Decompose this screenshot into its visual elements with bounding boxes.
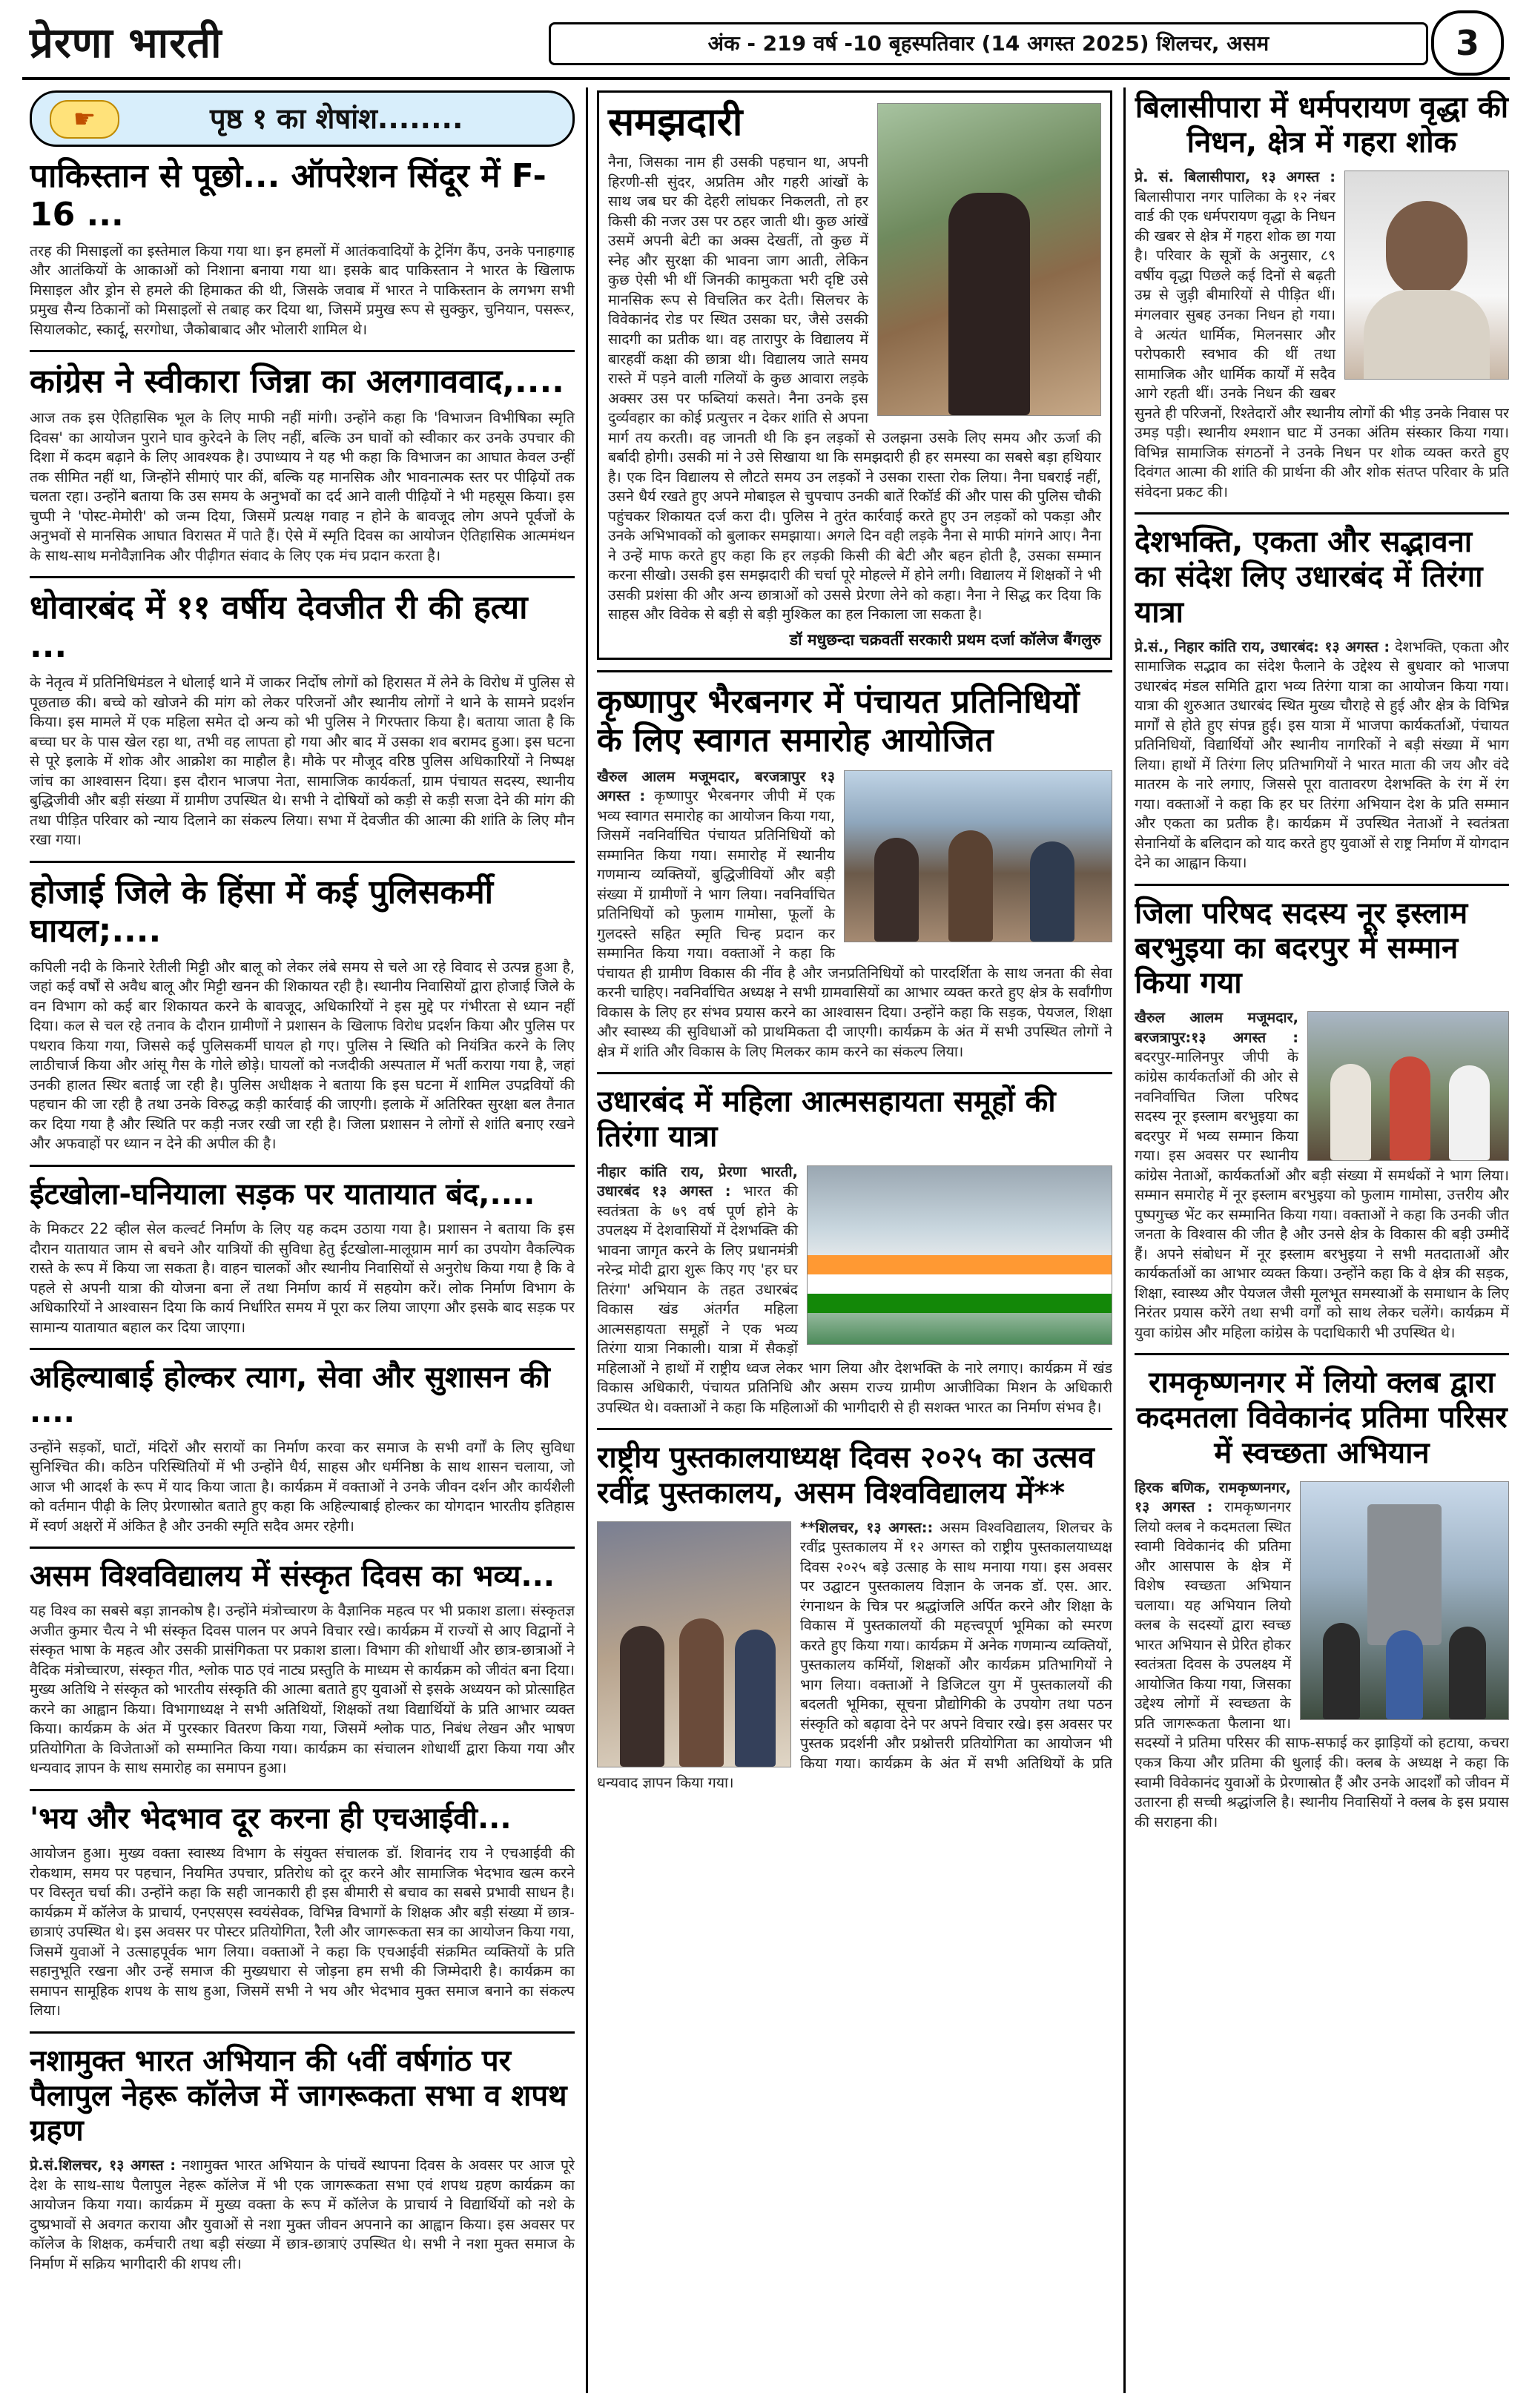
article-badarpur [1135, 896, 1509, 1343]
article-headline: असम विश्वविद्यालय में संस्कृत दिवस का भव्य... [30, 1559, 555, 1594]
article-text: कृष्णापुर भैरबनगर जीपी में एक भव्य स्वागत समारोह का आयोजन किया गया, जिसमें नवनिर्वाचित पंचायत प्रतिनिधियों को सम्मानित किया गया। समारोह में स्थानीय गणमान्य व्यक्तियों, बुद्धिजीवियों और बड़ी संख्या में ग्रामीणों ने भाग लिया। नवनिर्वाचित प्रतिनिधियों को फुलाम गामोसा, फूलों के गुलदस्ते सहित स्मृति चिन्ह प्रदान कर सम्मानित किया गया। वक्ताओं ने कहा कि पंचायत ही ग्रामीण विकास की नींव है और जनप्रतिनिधियों को पारदर्शिता के साथ जनता की सेवा करनी चाहिए। नवनिर्वाचित अध्यक्ष ने सभी ग्रामवासियों का आभार व्यक्त करते हुए क्षेत्र के सर्वांगीण विकास के लिए हर संभव प्रयास करने का आश्वासन दिया। उन्होंने कहा कि सड़क, पेयजल, शिक्षा और स्वास्थ्य की सुविधाओं को प्राथमिकता दी जाएगी। कार्यक्रम के अंत में सभी उपस्थित लोगों ने क्षेत्र में शांति और विकास के लिए मिलकर काम करने का संकल्प लिया। [597, 787, 1112, 1060]
divider [597, 670, 1112, 672]
article-udharband-tiranga [1135, 525, 1509, 873]
dateline: प्रे.सं.शिलचर, १३ अगस्त : [30, 2157, 176, 2174]
dateline: हिरक बणिक, रामकृष्णनगर, १३ अगस्त : [1135, 1478, 1291, 1516]
article-text: नशामुक्त भारत अभियान के पांचवें स्थापना दिवस के अवसर पर आज पूरे देश के साथ-साथ पैलापुल नेहरू कॉलेज में भी एक जागरूकता सभा एवं शपथ ग्रहण कार्यक्रम का आयोजन किया गया। कार्यक्रम में मुख्य वक्ता के रूप में कॉलेज के प्राचार्य ने विद्यार्थियों को नशे के दुष्प्रभावों से अवगत कराया और युवाओं से नशा मुक्त जीवन अपनाने का आह्वान किया। इस अवसर पर कॉलेज के शिक्षक, कर्मचारी तथा बड़ी संख्या में छात्र-छात्राएं उपस्थित थे। सभी ने नशा मुक्त समाज के निर्माण में सक्रिय भागीदारी की शपथ ली। [30, 2157, 575, 2272]
article-congress-jinnah [30, 363, 575, 566]
newspaper-name: प्रेरणा भारती [30, 19, 222, 67]
library-event-photo [597, 1521, 791, 1767]
divider [30, 861, 575, 863]
divider [30, 1789, 575, 1791]
felicitation-photo [1307, 1011, 1509, 1161]
article-text: देशभक्ति, एकता और सामाजिक सद्भाव का संदेश फैलाने के उद्देश्य से बुधवार को भाजपा उधारबंद मंडल समिति द्वारा भव्य तिरंगा यात्रा का आयोजन किया गया। यात्रा की शुरुआत उधारबंद स्थित मुख्य चौराहे से हुई और क्षेत्र के विभिन्न मार्गों से होते हुए संपन्न हुई। इस यात्रा में भाजपा कार्यकर्ताओं, पंचायत प्रतिनिधियों, विद्यार्थियों और स्थानीय नागरिकों ने बड़ी संख्या में भाग लिया। हाथों में तिरंगा लिए प्रतिभागियों ने भारत माता की जय और वंदे मातरम के नारे लगाए, जिससे पूरा वातावरण देशभक्ति के रंग में रंग गया। वक्ताओं ने कहा कि हर घर तिरंगा अभियान देश के प्रति सम्मान और एकता का प्रतीक है। कार्यक्रम में उपस्थित नेताओं ने स्वतंत्रता सेनानियों के बलिदान को याद करते हुए युवाओं से राष्ट्र निर्माण में योगदान देने का आह्वान किया। [1135, 638, 1509, 872]
dateline: खैरुल आलम मजूमदार, बरजत्रापुर:१३ अगस्त : [1135, 1009, 1298, 1046]
article-headline: अहिल्याबाई होल्कर त्याग, सेवा और सुशासन की .... [30, 1360, 550, 1430]
continuation-banner [30, 90, 575, 147]
right-column [1135, 90, 1509, 2396]
continuation-label: पृष्ठ १ का शेषांश........ [210, 102, 463, 135]
article-headline: जिला परिषद सदस्य नूर इस्लाम बरभुइया का बदरपुर में सम्मान किया गया [1135, 896, 1468, 1001]
article-headline: 'भय और भेदभाव दूर करना ही एचआईवी... [30, 1801, 512, 1836]
article-body: तरह की मिसाइलों का इस्तेमाल किया गया था। इन हमलों में आतंकवादियों के ट्रेनिंग कैंप, उनके पनाहगाह और आतंकियों के आकाओं को निशाना बनाया गया था। इसके बाद पाकिस्तान ने भारत के खिलाफ मिसाइल और ड्रोन से हमले की हिमाकत की थी, जिसके जवाब में भारत ने पाकिस्तान के लगभग सभी प्रमुख सैन्य ठिकानों को मिसाइलों से तबाह कर दिया था, जिसमें प्रमुख रूप से सुक्कुर, चुनियान, पसरूर, सियालकोट, स्कार्दू, सरगोधा, जैकोबाबाद और भोलारी शामिल थे। [30, 242, 575, 338]
article-body: के मिकटर 22 व्हील सेल कल्वर्ट निर्माण के लिए यह कदम उठाया गया है। प्रशासन ने बताया कि इस दौरान यातायात जाम से बचने और यात्रियों की सुविधा हेतु ईटखोला-मालूग्राम मार्ग का उपयोग वैकल्पिक रास्ते के रूप में किया जा सकता है। वाहन चालकों और स्थानीय निवासियों से अनुरोध किया गया है कि वे पहले से अपनी यात्रा की योजना बना लें तथा निर्माण कार्य में सहयोग करें। लोक निर्माण विभाग के अधिकारियों ने आश्वासन दिया कि कार्य निर्धारित समय में पूरा कर लिया जाएगा और इसके बाद सड़क पर सामान्य यातायात बहाल कर दिया जाएगा। [30, 1220, 575, 1336]
article-dhowarbond [30, 589, 575, 850]
article-udharband-women [597, 1085, 1112, 1418]
middle-column [597, 90, 1112, 2396]
article-nasha-mukt [30, 2044, 575, 2275]
article-headline: कृष्णापुर भैरबनगर में पंचायत प्रतिनिधियों के लिए स्वागत समारोह आयोजित [597, 682, 1080, 759]
leo-club-cleanup-photo [1300, 1481, 1509, 1720]
page-number: 3 [1431, 10, 1504, 76]
article-headline: ईटखोला-घनियाला सड़क पर यातायात बंद,.... [30, 1177, 535, 1211]
article-text: असम विश्वविद्यालय, शिलचर के रवींद्र पुस्तकालय में १२ अगस्त को राष्ट्रीय पुस्तकालयाध्यक्ष दिवस २०२५ बड़े उत्साह के साथ मनाया गया। इस अवसर पर उद्घाटन पुस्तकालय विज्ञान के जनक डॉ. एस. आर. रंगनाथन के चित्र पर श्रद्धांजलि अर्पित करने और शिक्षा के विकास में पुस्तकालयों की महत्त्वपूर्ण भूमिका को स्मरण करते हुए किया गया। कार्यक्रम में अनेक गणमान्य व्यक्तियों, पुस्तकालय कर्मियों, शिक्षकों और कार्यक्रम प्रतिभागियों ने भाग लिया। वक्ताओं ने डिजिटल युग में पुस्तकालयों की बदलती भूमिका, सूचना प्रौद्योगिकी के उपयोग तथा पठन संस्कृति को बढ़ावा देने पर अपने विचार रखे। इस अवसर पर पुस्तक प्रदर्शनी और प्रश्नोत्तरी प्रतियोगिता का आयोजन भी किया गया। कार्यक्रम के अंत में सभी अतिथियों के प्रति धन्यवाद ज्ञापन किया गया। [597, 1518, 1112, 1792]
left-column [30, 90, 575, 2396]
article-body: आयोजन हुआ। मुख्य वक्ता स्वास्थ्य विभाग के संयुक्त संचालक डॉ. शिवानंद राय ने एचआईवी की रोकथाम, समय पर पहचान, नियमित उपचार, प्रतिरोध को दूर करने और सामाजिक भेदभाव खत्म करने पर विस्तृत चर्चा की। उन्होंने कहा कि सही जानकारी ही इस बीमारी से बचाव का सबसे प्रभावी साधन है। कार्यक्रम में कॉलेज के प्राचार्य, एनएसएस स्वयंसेवक, विभिन्न विभागों के शिक्षक और बड़ी संख्या में छात्र-छात्राएं उपस्थित थे। इस अवसर पर पोस्टर प्रतियोगिता, रैली और जागरूकता सत्र का आयोजन किया गया, जिसमें युवाओं ने उत्साहपूर्वक भाग लिया। वक्ताओं ने कहा कि एचआईवी संक्रमित व्यक्तियों के प्रति सहानुभूति रखना और उन्हें समाज की मुख्यधारा से जोड़ना हम सभी की जिम्मेदारी है। कार्यक्रम का समापन सामूहिक शपथ के साथ हुआ, जिसमें सभी ने भय और भेदभाव मुक्त समाज बनाने का संकल्प लिया। [30, 1845, 575, 2020]
article-body [30, 2156, 575, 2274]
article-body: उन्होंने सड़कों, घाटों, मंदिरों और सरायों का निर्माण करवा कर समाज के सभी वर्गों के लिए सुविधा सुनिश्चित की। कठिन परिस्थितियों में भी उन्होंने धैर्य, साहस और धर्मनिष्ठा के साथ शासन चलाया, जो आज भी आदर्श के रूप में याद किया जाता है। कार्यक्रम में वक्ताओं ने उनके जीवन दर्शन और कार्यशैली को वर्तमान पीढ़ी के लिए प्रेरणास्रोत बताते हुए कहा कि अहिल्याबाई होल्कर का योगदान भारतीय इतिहास में स्वर्ण अक्षरों में अंकित है और उनकी स्मृति सदैव अमर रहेगी। [30, 1438, 575, 1535]
divider [30, 576, 575, 578]
column-divider [586, 87, 588, 2393]
meeting-photo [844, 770, 1112, 942]
masthead-rule [22, 77, 1510, 80]
pointing-hand-icon: ☛ [50, 100, 119, 139]
article-headline: धोवारबंद में ११ वर्षीय देवजीत री की हत्या ... [30, 589, 528, 666]
article-headline: उधारबंद में महिला आत्मसहायता समूहों की तिरंगा यात्रा [597, 1085, 1056, 1154]
elderly-woman-portrait [1344, 171, 1509, 380]
article-ahilyabai [30, 1360, 575, 1536]
article-headline: होजाई जिले के हिंसा में कई पुलिसकर्मी घायल;.... [30, 873, 494, 950]
divider [30, 1547, 575, 1549]
dateline: प्रे. सं. बिलासीपारा, १३ अगस्त : [1135, 168, 1335, 186]
article-text: भारत की स्वतंत्रता के ७९ वर्ष पूर्ण होने के उपलक्ष्य में देशवासियों में देशभक्ति की भावना जागृत करने के लिए प्रधानमंत्री नरेन्द्र मोदी द्वारा शुरू किए गए 'हर घर तिरंगा' अभियान के तहत उधारबंद विकास खंड अंतर्गत महिला आत्मसहायता समूहों ने एक भव्य तिरंगा यात्रा निकाली। यात्रा में सैकड़ों महिलाओं ने हाथों में राष्ट्रीय ध्वज लेकर भाग लिया और देशभक्ति के नारे लगाए। कार्यक्रम में खंड विकास अधिकारी, पंचायत प्रतिनिधि और असम राज्य ग्रामीण आजीविका मिशन के अधिकारी उपस्थित थे। वक्ताओं ने कहा कि महिलाओं की भागीदारी से ही सशक्त भारत का निर्माण संभव है। [597, 1182, 1112, 1416]
article-text: बिलासीपारा नगर पालिका के १२ नंबर वार्ड की एक धर्मपरायण वृद्धा के निधन की खबर से क्षेत्र में गहरा शोक छा गया है। परिवार के सूत्रों के अनुसार, ८९ वर्षीय वृद्धा पिछले कई दिनों से बढ़ती उम्र से जुड़ी बीमारियों से पीड़ित थीं। मंगलवार सुबह उनका निधन हो गया। वे अत्यंत धार्मिक, मिलनसार और परोपकारी स्वभाव की थीं तथा सामाजिक और धार्मिक कार्यों में सदैव आगे रहती थीं। उनके निधन की खबर सुनते ही परिजनों, रिश्तेदारों और स्थानीय लोगों की भीड़ उनके निवास पर उमड़ पड़ी। स्थानीय श्मशान घाट में उनका अंतिम संस्कार किया गया। विभिन्न सामाजिक संगठनों ने उनके निधन पर शोक व्यक्त करते हुए दिवंगत आत्मा की शांति की प्रार्थना की और शोक संतप्त परिवार के प्रति संवेदना प्रकट की। [1135, 188, 1509, 500]
dateline: खैरुल आलम मजूमदार, बरजत्रापुर १३ अगस्त : [597, 767, 835, 805]
article-body: यह विश्व का सबसे बड़ा ज्ञानकोष है। उन्होंने मंत्रोच्चारण के वैज्ञानिक महत्व पर भी प्रकाश डाला। संस्कृतज्ञ अजीत कुमार चैत्य ने भी संस्कृत दिवस पालन पर अपने विचार रखे। कार्यक्रम में राज्यों से आए विद्वानों ने संस्कृत भाषा के महत्व और उसकी प्रासंगिकता पर प्रकाश डाला। विभाग की शोधार्थी और छात्र-छात्राओं ने वैदिक मंत्रोच्चारण, संस्कृत गीत, श्लोक पाठ एवं नाट्य प्रस्तुति के माध्यम से कार्यक्रम को जीवंत बना दिया। मुख्य अतिथि ने संस्कृत को भारतीय संस्कृति की आत्मा बताते हुए युवाओं से इसके अध्ययन को प्रोत्साहित करने का आह्वान किया। विभागाध्यक्ष ने सभी अतिथियों, शिक्षकों तथा विद्यार्थियों के प्रति आभार व्यक्त किया। कार्यक्रम के अंत में पुरस्कार वितरण किया गया, जिसमें श्लोक पाठ, निबंध लेखन और भाषण प्रतियोगिता के विजेताओं को सम्मानित किया गया। कार्यक्रम का संचालन शोधार्थी द्वारा किया गया और धन्यवाद ज्ञापन के साथ समारोह का समापन हुआ। [30, 1602, 575, 1777]
article-leo-club [1135, 1366, 1509, 1832]
divider [30, 1348, 575, 1350]
dateline: प्रे.सं., निहार कांति राय, उधारबंद: १३ अगस्त : [1135, 638, 1390, 655]
issue-line: अंक - 219 वर्ष -10 बृहस्पतिवार (14 अगस्त 2025) शिलचर, असम [549, 22, 1428, 65]
article-sanskrit-day [30, 1559, 575, 1779]
article-hojai [30, 873, 575, 1154]
story-title: समझदारी [608, 100, 743, 145]
article-body: के नेतृत्व में प्रतिनिधिमंडल ने धोलाई थाने में जाकर निर्दोष लोगों को हिरासत में लेने के विरोध में पुलिस से पूछताछ की। बच्चे को खोजने की मांग को लेकर परिजनों और स्थानीय लोगों ने थाने के सामने प्रदर्शन किया। इस मामले में एक महिला समेत दो अन्य को भी पुलिस ने गिरफ्तार किया है। बताया जाता है कि बच्चा घर के पास खेल रहा था, तभी वह लापता हो गया और बाद में उसका शव बरामद हुआ। इस घटना से पूरे इलाके में शोक और आक्रोश का माहौल है। मौके पर मौजूद वरिष्ठ पुलिस अधिकारियों ने निष्पक्ष जांच का आश्वासन दिया। इस दौरान भाजपा नेता, सामाजिक कार्यकर्ता, ग्राम पंचायत सदस्य, स्थानीय बुद्धिजीवी और बड़ी संख्या में ग्रामीण उपस्थित थे। सभी ने दोषियों को कड़ी से कड़ी सजा देने की मांग की तथा पीड़ित परिवार को न्याय दिलाने का संकल्प लिया। सभा में देवजीत की आत्मा की शांति के लिए मौन रखा गया। [30, 674, 575, 849]
article-headline: पाकिस्तान से पूछो... ऑपरेशन सिंदूर में F-16 ... [30, 157, 547, 234]
story-body: नैना, जिसका नाम ही उसकी पहचान था, अपनी हिरणी-सी सुंदर, अप्रतिम और गहरी आंखों के साथ जब घर की देहरी लांघकर निकलती, तो हर किसी की नजर उस पर ठहर जाती थी। कुछ आंखें उसमें अपनी बेटी का अक्स देखतीं, तो कुछ में स्नेह और सुरक्षा की भावना जाग आती, लेकिन कुछ ऐसी भी थीं जिनकी कामुकता भरी दृष्टि उसे मानसिक रूप से विचलित कर देती। सिलचर के विवेकानंद रोड पर स्थित उसका घर, जैसे उसकी सादगी का प्रतीक था। वह तारापुर के विद्यालय में बारहवीं कक्षा की छात्रा थी। विद्यालय जाते समय रास्ते में पड़ने वाली गलियों के कुछ आवारा लड़के अक्सर उस पर फब्तियां कसते। नैना उनके इस दुर्व्यवहार का कोई प्रत्युत्तर न देकर शांति से अपना मार्ग तय करती। वह जानती थी कि इन लड़कों से उलझना उसके लिए समय और ऊर्जा की बर्बादी होगी। उसकी मां ने उसे सिखाया था कि समझदारी ही हर समस्या का सबसे बड़ा हथियार है। एक दिन विद्यालय से लौटते समय उन लड़कों ने उसका रास्ता रोक लिया। नैना घबराई नहीं, उसने धैर्य रखते हुए अपने मोबाइल से चुपचाप उनकी बातें रिकॉर्ड कीं और पास की पुलिस चौकी पहुंचकर शिकायत दर्ज करा दी। पुलिस ने तुरंत कार्रवाई करते हुए उन लड़कों को पकड़ा और उनके अभिभावकों को बुलाकर समझाया। अगले दिन वही लड़के नैना से माफी मांगने आए। नैना ने उन्हें माफ करते हुए कहा कि हर लड़की किसी की बेटी और बहन होती है, उसका सम्मान करना सीखो। उसकी इस समझदारी की चर्चा पूरे मोहल्ले में होने लगी। विद्यालय में शिक्षकों ने भी उसकी प्रशंसा की और अन्य छात्राओं को उससे प्रेरणा लेने को कहा। नैना ने सिद्ध कर दिया कि साहस और विवेक से बड़ी से बड़ी मुश्किल का हल निकाला जा सकता है। [608, 153, 1101, 624]
divider [1135, 1353, 1509, 1355]
divider [597, 1072, 1112, 1074]
article-librarian-day [597, 1440, 1112, 1793]
article-headline: रामकृष्णनगर में लियो क्लब द्वारा कदमतला विवेकानंद प्रतिमा परिसर में स्वच्छता अभियान [1136, 1366, 1508, 1470]
divider [1135, 512, 1509, 515]
divider [30, 1165, 575, 1167]
article-headline: बिलासीपारा में धर्मपरायण वृद्धा की निधन, क्षेत्र में गहरा शोक [1135, 90, 1509, 160]
tiranga-rally-photo [807, 1165, 1112, 1345]
article-text: रामकृष्णनगर लियो क्लब ने कदमतला स्थित स्वामी विवेकानंद की प्रतिमा और आसपास के क्षेत्र में विशेष स्वच्छता अभियान चलाया। यह अभियान लियो क्लब के सदस्यों द्वारा स्वच्छ भारत अभियान से प्रेरित होकर स्वतंत्रता दिवस के उपलक्ष्य में आयोजित किया गया, जिसका उद्देश्य लोगों में स्वच्छता के प्रति जागरूकता फैलाना था। सदस्यों ने प्रतिमा परिसर की साफ-सफाई कर झाड़ियों को हटाया, कचरा एकत्र किया और प्रतिमा की धुलाई की। क्लब के अध्यक्ष ने कहा कि स्वामी विवेकानंद युवाओं के प्रेरणास्रोत हैं और उनके आदर्शों को जीवन में उतारना ही सच्ची श्रद्धांजलि है। स्थानीय निवासियों ने क्लब के इस प्रयास की सराहना की। [1135, 1498, 1509, 1830]
column-divider [1123, 87, 1126, 2393]
article-headline: कांग्रेस ने स्वीकारा जिन्ना का अलगाववाद,.... [30, 363, 564, 401]
article-body: कपिली नदी के किनारे रेतीली मिट्टी और बालू को लेकर लंबे समय से चले आ रहे विवाद से उत्पन्न हुआ है, जहां कई वर्षों से अवैध बालू और मिट्टी खनन की शिकायत रही है। स्थानीय निवासियों द्वारा होजाई जिले के वन विभाग को कई बार शिकायत करने के बावजूद, अधिकारियों ने इस मुद्दे पर गंभीरता से ध्यान नहीं दिया। कल से चल रहे तनाव के दौरान ग्रामीणों ने प्रशासन के खिलाफ विरोध प्रदर्शन किया और पुलिस पर पथराव किया गया, जिससे कई पुलिसकर्मी घायल हो गए। पुलिस ने स्थिति को नियंत्रित करने के लिए लाठीचार्ज किया और आंसू गैस के गोले छोड़े। घायलों को नजदीकी अस्पताल में भर्ती कराया गया है, जहां उनकी हालत स्थिर बताई जा रही है। पुलिस अधीक्षक ने बताया कि इस घटना में शामिल उपद्रवियों की पहचान की जा रही है तथा उनके विरुद्ध कड़ी कार्रवाई की जाएगी। इलाके में अतिरिक्त सुरक्षा बल तैनात कर दिया गया है और स्थिति पर कड़ी नजर रखी जा रही है। जिला प्रशासन ने लोगों से शांति बनाए रखने और अफवाहों पर ध्यान न देने की अपील की है। [30, 958, 575, 1153]
divider [597, 1428, 1112, 1430]
article-operation-sindoor [30, 157, 575, 340]
girl-photo [877, 103, 1101, 416]
article-itkhola-road [30, 1177, 575, 1337]
article-krishnapur [597, 683, 1112, 1062]
masthead [0, 0, 1532, 82]
article-headline: देशभक्ति, एकता और सद्भावना का संदेश लिए उधारबंद में तिरंगा यात्रा [1135, 525, 1483, 629]
dateline: **शिलचर, १३ अगस्त:: [800, 1518, 934, 1536]
story-author-credit: डॉ मधुछन्दा चक्रवर्ती सरकारी प्रथम दर्जा कॉलेज बैंगलुरु [789, 630, 1101, 649]
article-text: बदरपुर-मालिनपुर जीपी के कांग्रेस कार्यकर्ताओं की ओर से नवनिर्वाचित जिला परिषद सदस्य नूर इस्लाम बरभुइया का बदरपुर में भव्य सम्मान किया गया। इस अवसर पर स्थानीय कांग्रेस नेताओं, कार्यकर्ताओं और बड़ी संख्या में समर्थकों ने भाग लिया। सम्मान समारोह में नूर इस्लाम बरभुइया को फुलाम गामोसा, उत्तरीय और पुष्पगुच्छ भेंट कर सम्मानित किया गया। वक्ताओं ने कहा कि उनकी जीत जनता के विश्वास की जीत है और उनसे क्षेत्र के विकास की बड़ी उम्मीदें हैं। अपने संबोधन में नूर इस्लाम बरभुइया ने सभी मतदाताओं और कार्यकर्ताओं का आभार व्यक्त किया। उन्होंने कहा कि वे क्षेत्र की सड़क, शिक्षा, स्वास्थ्य और पेयजल जैसी मूलभूत समस्याओं के समाधान के लिए निरंतर प्रयास करेंगे तथा सभी वर्गों को साथ लेकर चलेंगे। कार्यक्रम में युवा कांग्रेस और महिला कांग्रेस के पदाधिकारी भी उपस्थित थे। [1135, 1048, 1509, 1341]
article-headline: नशामुक्त भारत अभियान की ५वीं वर्षगांठ पर पैलापुल नेहरू कॉलेज में जागरूकता सभा व शपथ ग्रहण [30, 2043, 567, 2149]
divider [30, 350, 575, 352]
article-hiv [30, 1802, 575, 2021]
divider [1135, 884, 1509, 886]
article-headline: राष्ट्रीय पुस्तकालयाध्यक्ष दिवस २०२५ का उत्सव रवींद्र पुस्तकालय, असम विश्वविद्यालय में** [597, 1440, 1094, 1510]
story-box-samajhdari [597, 90, 1112, 660]
article-body [1135, 638, 1509, 873]
divider [30, 2031, 575, 2034]
article-bilasipara [1135, 90, 1509, 502]
article-body: आज तक इस ऐतिहासिक भूल के लिए माफी नहीं मांगी। उन्होंने कहा कि 'विभाजन विभीषिका स्मृति दिवस' का आयोजन पुराने घाव कुरेदने के लिए नहीं, बल्कि उन घावों को स्वीकार कर उनके उपचार की दिशा में कदम बढ़ाने के लिए आवश्यक है। उपाध्याय ने यह भी कहा कि विभाजन का आघात केवल उन्हीं तक सीमित नहीं था, जिन्होंने सीमाएं पार कीं, बल्कि यह मानसिक और भावनात्मक स्तर पर पीढ़ियों तक चलता रहा। उन्होंने बताया कि उस समय के अनुभवों का दर्द आने वाली पीढ़ियों ने भी महसूस किया। इस चुप्पी ने 'पोस्ट-मेमोरी' को जन्म दिया, जिसमें प्रत्यक्ष गवाह न होने के बावजूद लोग अपने पूर्वजों के अनुभवों से मानसिक आघात विरासत में पाते हैं। ऐसे में स्मृति दिवस का आयोजन ऐतिहासिक आत्ममंथन के साथ-साथ मनोवैज्ञानिक और पीढ़ीगत संवाद के लिए एक मंच प्रदान करता है। [30, 409, 575, 564]
dateline: नीहार कांति राय, प्रेरणा भारती, उधारबंद १३ अगस्त : [597, 1162, 798, 1200]
